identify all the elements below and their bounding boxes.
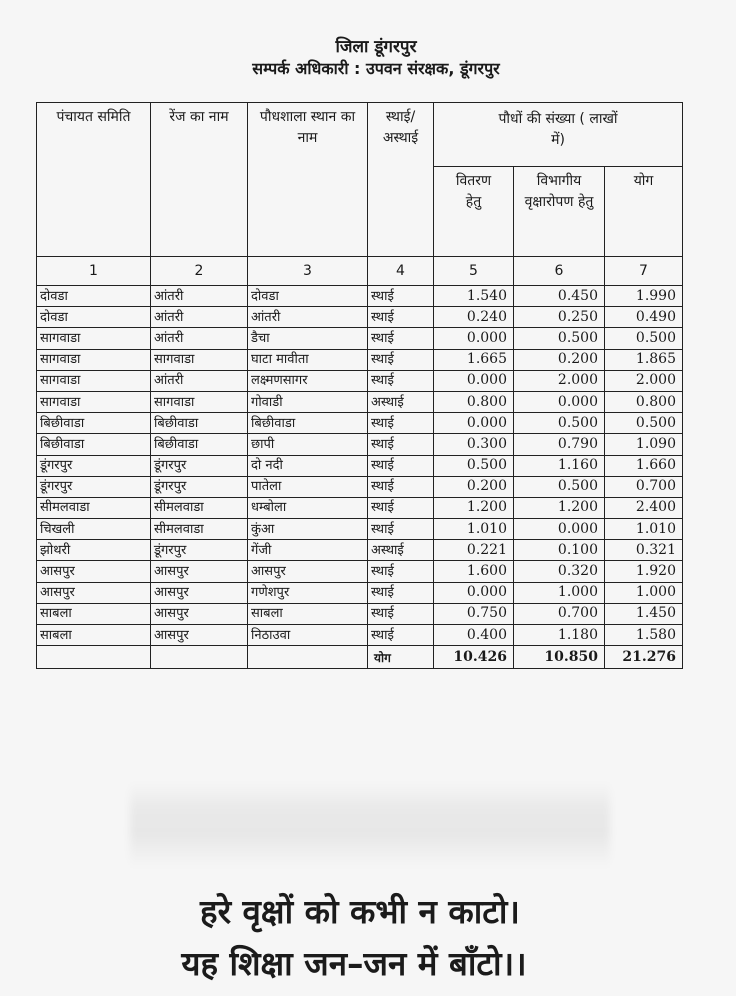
col-number: 6 bbox=[514, 257, 605, 286]
cell-range: आंतरी bbox=[151, 286, 248, 307]
nursery-table bbox=[36, 102, 683, 669]
cell-departmental: 0.500 bbox=[514, 413, 605, 434]
cell-departmental: 0.000 bbox=[514, 391, 605, 412]
cell-type: स्थाई bbox=[368, 413, 434, 434]
table-row bbox=[37, 561, 683, 582]
cell-total: 1.580 bbox=[605, 625, 683, 646]
cell-distribution: 1.200 bbox=[434, 497, 514, 518]
cell-range: आसपुर bbox=[151, 582, 248, 603]
header-row bbox=[37, 103, 683, 167]
cell-total: 1.000 bbox=[605, 582, 683, 603]
cell-distribution: 0.500 bbox=[434, 455, 514, 476]
cell-departmental: 0.790 bbox=[514, 434, 605, 455]
table-row bbox=[37, 307, 683, 328]
table-row bbox=[37, 434, 683, 455]
table-row bbox=[37, 497, 683, 518]
page-header bbox=[0, 36, 736, 80]
total-sum: 21.276 bbox=[605, 646, 683, 669]
show-through-shadow bbox=[130, 782, 610, 868]
cell-total: 0.321 bbox=[605, 540, 683, 561]
cell-nursery: डैचा bbox=[248, 328, 368, 349]
table-row bbox=[37, 413, 683, 434]
cell-total: 0.490 bbox=[605, 307, 683, 328]
slogan-line-2: यह शिक्षा जन–जन में बाँटो।। bbox=[181, 944, 527, 983]
cell-distribution: 0.000 bbox=[434, 413, 514, 434]
cell-total: 1.010 bbox=[605, 519, 683, 540]
cell-distribution: 1.600 bbox=[434, 561, 514, 582]
cell-type: स्थाई bbox=[368, 519, 434, 540]
cell-type: स्थाई bbox=[368, 603, 434, 624]
cell-total: 0.500 bbox=[605, 328, 683, 349]
cell-distribution: 0.000 bbox=[434, 328, 514, 349]
total-label: योग bbox=[368, 646, 434, 669]
table-row bbox=[37, 582, 683, 603]
cell-panchayat: डूंगरपुर bbox=[37, 455, 151, 476]
cell-nursery: गेंजी bbox=[248, 540, 368, 561]
total-row bbox=[37, 646, 683, 669]
table-row bbox=[37, 370, 683, 391]
cell-departmental: 2.000 bbox=[514, 370, 605, 391]
district-title: जिला डूंगरपुर bbox=[335, 37, 417, 57]
cell-departmental: 1.000 bbox=[514, 582, 605, 603]
cell-range: डूंगरपुर bbox=[151, 476, 248, 497]
cell-nursery: छापी bbox=[248, 434, 368, 455]
cell-nursery: साबला bbox=[248, 603, 368, 624]
cell-range: आंतरी bbox=[151, 370, 248, 391]
cell-panchayat: दोवडा bbox=[37, 307, 151, 328]
cell-nursery: दोवडा bbox=[248, 286, 368, 307]
cell-nursery: कुंआ bbox=[248, 519, 368, 540]
cell-panchayat: झोथरी bbox=[37, 540, 151, 561]
cell-total: 1.990 bbox=[605, 286, 683, 307]
cell-type: अस्थाई bbox=[368, 391, 434, 412]
cell-range: सीमलवाडा bbox=[151, 497, 248, 518]
cell-distribution: 0.400 bbox=[434, 625, 514, 646]
cell-type: स्थाई bbox=[368, 286, 434, 307]
cell-distribution: 0.240 bbox=[434, 307, 514, 328]
col-number: 5 bbox=[434, 257, 514, 286]
cell-panchayat: सीमलवाडा bbox=[37, 497, 151, 518]
cell-distribution: 0.200 bbox=[434, 476, 514, 497]
table-row bbox=[37, 625, 683, 646]
cell-departmental: 0.200 bbox=[514, 349, 605, 370]
cell-nursery: दो नदी bbox=[248, 455, 368, 476]
cell-nursery: निठाउवा bbox=[248, 625, 368, 646]
cell-panchayat: बिछीवाडा bbox=[37, 434, 151, 455]
cell-departmental: 0.100 bbox=[514, 540, 605, 561]
cell-panchayat: आसपुर bbox=[37, 582, 151, 603]
cell-nursery: गोवाडी bbox=[248, 391, 368, 412]
cell-range: डूंगरपुर bbox=[151, 455, 248, 476]
cell-range: बिछीवाडा bbox=[151, 434, 248, 455]
col-header-total: योग bbox=[605, 167, 683, 257]
cell-type: स्थाई bbox=[368, 434, 434, 455]
total-departmental: 10.850 bbox=[514, 646, 605, 669]
cell-type: स्थाई bbox=[368, 328, 434, 349]
cell-departmental: 0.000 bbox=[514, 519, 605, 540]
cell-nursery: लक्ष्मणसागर bbox=[248, 370, 368, 391]
cell-panchayat: डूंगरपुर bbox=[37, 476, 151, 497]
cell-total: 2.400 bbox=[605, 497, 683, 518]
empty-cell bbox=[151, 646, 248, 669]
cell-total: 0.800 bbox=[605, 391, 683, 412]
cell-range: आसपुर bbox=[151, 625, 248, 646]
table-row bbox=[37, 349, 683, 370]
cell-type: अस्थाई bbox=[368, 540, 434, 561]
cell-panchayat: सागवाडा bbox=[37, 391, 151, 412]
col-header-nursery: पौधशाला स्थान का नाम bbox=[248, 103, 368, 257]
table-row bbox=[37, 603, 683, 624]
column-number-row bbox=[37, 257, 683, 286]
cell-total: 0.500 bbox=[605, 413, 683, 434]
cell-range: आसपुर bbox=[151, 603, 248, 624]
cell-total: 2.000 bbox=[605, 370, 683, 391]
cell-departmental: 0.500 bbox=[514, 328, 605, 349]
slogan-line-1: हरे वृक्षों को कभी न काटो। bbox=[200, 892, 520, 931]
contact-officer: सम्पर्क अधिकारी : उपवन संरक्षक, डूंगरपुर bbox=[252, 59, 500, 78]
table-row bbox=[37, 391, 683, 412]
cell-total: 1.090 bbox=[605, 434, 683, 455]
cell-total: 1.450 bbox=[605, 603, 683, 624]
cell-range: सागवाडा bbox=[151, 349, 248, 370]
cell-nursery: गणेशपुर bbox=[248, 582, 368, 603]
cell-nursery: बिछीवाडा bbox=[248, 413, 368, 434]
col-header-type: स्थाई/ अस्थाई bbox=[368, 103, 434, 257]
cell-departmental: 0.700 bbox=[514, 603, 605, 624]
cell-panchayat: साबला bbox=[37, 603, 151, 624]
cell-total: 0.700 bbox=[605, 476, 683, 497]
cell-nursery: आसपुर bbox=[248, 561, 368, 582]
cell-type: स्थाई bbox=[368, 497, 434, 518]
cell-panchayat: सागवाडा bbox=[37, 370, 151, 391]
col-number: 4 bbox=[368, 257, 434, 286]
cell-distribution: 0.300 bbox=[434, 434, 514, 455]
cell-range: बिछीवाडा bbox=[151, 413, 248, 434]
col-header-panchayat: पंचायत समिति bbox=[37, 103, 151, 257]
cell-distribution: 1.010 bbox=[434, 519, 514, 540]
cell-departmental: 1.180 bbox=[514, 625, 605, 646]
cell-total: 1.660 bbox=[605, 455, 683, 476]
col-header-range: रेंज का नाम bbox=[151, 103, 248, 257]
cell-departmental: 1.160 bbox=[514, 455, 605, 476]
cell-nursery: आंतरी bbox=[248, 307, 368, 328]
col-header-departmental: विभागीय वृक्षारोपण हेतु bbox=[514, 167, 605, 257]
total-distribution: 10.426 bbox=[434, 646, 514, 669]
cell-nursery: धम्बोला bbox=[248, 497, 368, 518]
cell-range: आंतरी bbox=[151, 328, 248, 349]
table-row bbox=[37, 328, 683, 349]
col-number: 2 bbox=[151, 257, 248, 286]
table-row bbox=[37, 455, 683, 476]
cell-nursery: घाटा मावीता bbox=[248, 349, 368, 370]
cell-total: 1.920 bbox=[605, 561, 683, 582]
table-row bbox=[37, 540, 683, 561]
cell-type: स्थाई bbox=[368, 307, 434, 328]
col-number: 3 bbox=[248, 257, 368, 286]
cell-type: स्थाई bbox=[368, 455, 434, 476]
table-row bbox=[37, 286, 683, 307]
cell-range: सागवाडा bbox=[151, 391, 248, 412]
cell-type: स्थाई bbox=[368, 625, 434, 646]
cell-panchayat: बिछीवाडा bbox=[37, 413, 151, 434]
cell-distribution: 0.000 bbox=[434, 582, 514, 603]
table-row bbox=[37, 476, 683, 497]
cell-departmental: 0.450 bbox=[514, 286, 605, 307]
cell-type: स्थाई bbox=[368, 476, 434, 497]
cell-departmental: 0.500 bbox=[514, 476, 605, 497]
cell-distribution: 0.800 bbox=[434, 391, 514, 412]
empty-cell bbox=[37, 646, 151, 669]
cell-distribution: 1.665 bbox=[434, 349, 514, 370]
cell-range: आंतरी bbox=[151, 307, 248, 328]
cell-type: स्थाई bbox=[368, 349, 434, 370]
cell-distribution: 0.221 bbox=[434, 540, 514, 561]
cell-panchayat: सागवाडा bbox=[37, 328, 151, 349]
col-number: 7 bbox=[605, 257, 683, 286]
cell-range: सीमलवाडा bbox=[151, 519, 248, 540]
cell-type: स्थाई bbox=[368, 561, 434, 582]
col-header-distribution: वितरण हेतु bbox=[434, 167, 514, 257]
cell-nursery: पातेला bbox=[248, 476, 368, 497]
cell-panchayat: दोवडा bbox=[37, 286, 151, 307]
cell-distribution: 1.540 bbox=[434, 286, 514, 307]
col-number: 1 bbox=[37, 257, 151, 286]
table-row bbox=[37, 519, 683, 540]
cell-range: डूंगरपुर bbox=[151, 540, 248, 561]
cell-total: 1.865 bbox=[605, 349, 683, 370]
cell-type: स्थाई bbox=[368, 582, 434, 603]
col-header-plants: पौधों की संख्या ( लाखों में) bbox=[434, 103, 683, 167]
cell-panchayat: चिखली bbox=[37, 519, 151, 540]
cell-range: आसपुर bbox=[151, 561, 248, 582]
cell-departmental: 0.250 bbox=[514, 307, 605, 328]
cell-panchayat: आसपुर bbox=[37, 561, 151, 582]
cell-departmental: 0.320 bbox=[514, 561, 605, 582]
cell-panchayat: सागवाडा bbox=[37, 349, 151, 370]
cell-panchayat: साबला bbox=[37, 625, 151, 646]
cell-distribution: 0.750 bbox=[434, 603, 514, 624]
cell-type: स्थाई bbox=[368, 370, 434, 391]
empty-cell bbox=[248, 646, 368, 669]
cell-distribution: 0.000 bbox=[434, 370, 514, 391]
cell-departmental: 1.200 bbox=[514, 497, 605, 518]
